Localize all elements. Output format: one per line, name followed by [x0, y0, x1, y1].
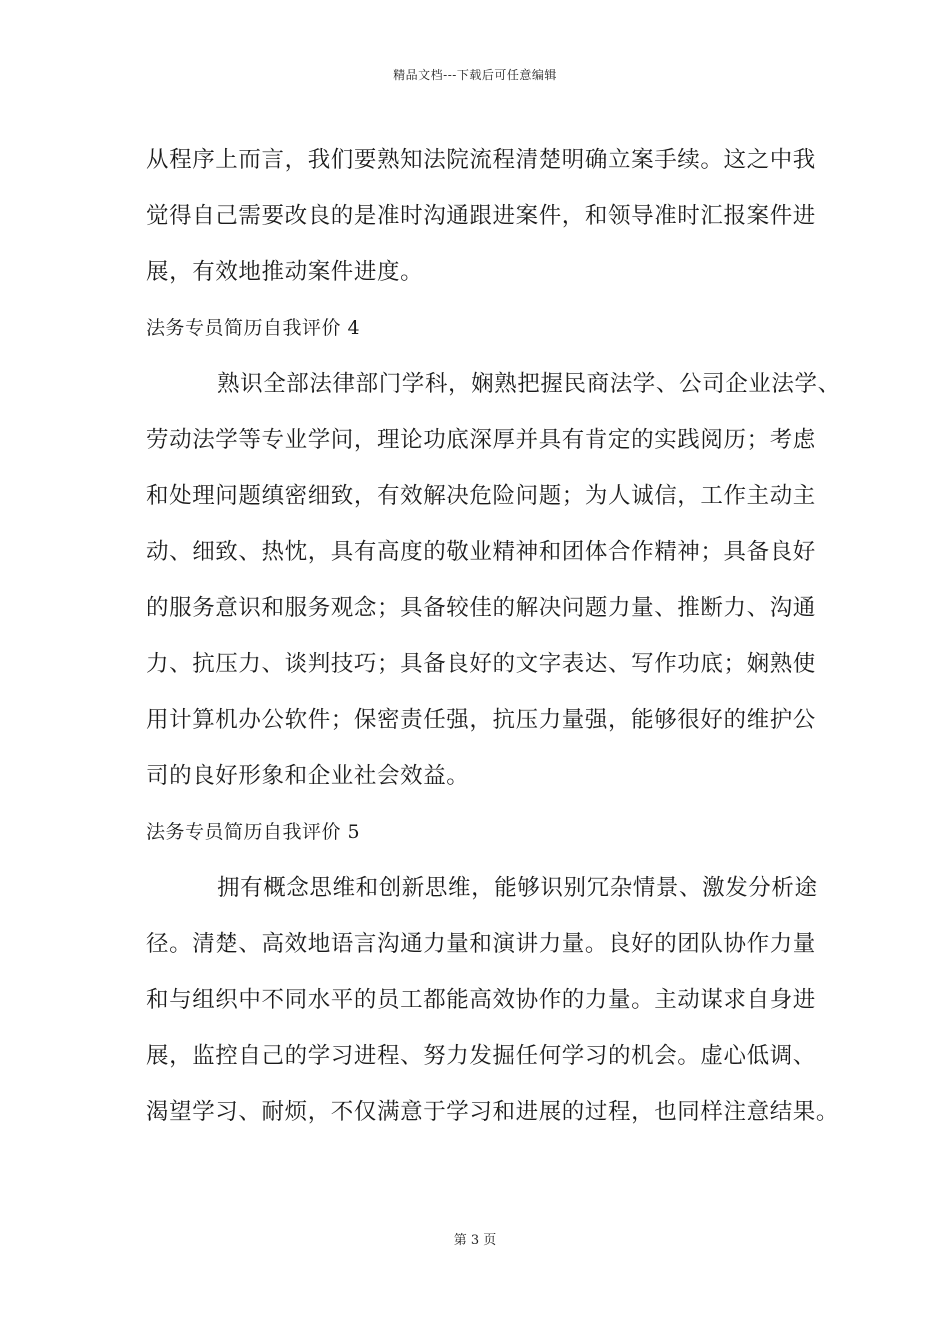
- paragraph-line: 展，有效地推动案件进度。: [146, 259, 424, 285]
- section-4-paragraph: [146, 356, 841, 804]
- paragraph-line: 拥有概念思维和创新思维，能够识别冗杂情景、激发分析途: [217, 875, 818, 901]
- section-heading-4: 法务专员简历自我评价 4: [146, 317, 361, 339]
- paragraph-line: 和处理问题缜密细致，有效解决危险问题；为人诚信，工作主动主: [146, 483, 816, 509]
- paragraph-line: 从程序上而言，我们要熟知法院流程清楚明确立案手续。这之中我: [146, 147, 816, 173]
- paragraph-line: 展，监控自己的学习进程、努力发掘任何学习的机会。虚心低调、: [146, 1043, 816, 1069]
- paragraph-line: 劳动法学等专业学问，理论功底深厚并具有肯定的实践阅历；考虑: [146, 427, 816, 453]
- paragraph-line: 觉得自己需要改良的是准时沟通跟进案件，和领导准时汇报案件进: [146, 203, 816, 229]
- intro-paragraph: [146, 132, 836, 300]
- paragraph-line: 司的良好形象和企业社会效益。: [146, 763, 470, 789]
- paragraph-line: 用计算机办公软件；保密责任强，抗压力量强，能够很好的维护公: [146, 707, 816, 733]
- paragraph-line: 熟识全部法律部门学科，娴熟把握民商法学、公司企业法学、: [217, 371, 841, 397]
- paragraph-line: 力、抗压力、谈判技巧；具备良好的文字表达、写作功底；娴熟使: [146, 651, 816, 677]
- section-heading-5: 法务专员简历自我评价 5: [146, 821, 361, 843]
- paragraph-line: 径。清楚、高效地语言沟通力量和演讲力量。良好的团队协作力量: [146, 931, 816, 957]
- document-body: [146, 132, 841, 1140]
- paragraph-line: 和与组织中不同水平的员工都能高效协作的力量。主动谋求自身进: [146, 987, 816, 1013]
- section-5-paragraph: [146, 860, 840, 1140]
- paragraph-line: 渴望学习、耐烦，不仅满意于学习和进展的过程，也同样注意结果。: [146, 1099, 840, 1125]
- paragraph-line: 的服务意识和服务观念；具备较佳的解决问题力量、推断力、沟通: [146, 595, 816, 621]
- page-number: 第 3 页: [453, 1233, 497, 1248]
- paragraph-line: 动、细致、热忱，具有高度的敬业精神和团体合作精神；具备良好: [146, 539, 816, 565]
- page-header: 精品文档---下载后可任意编辑: [393, 68, 557, 82]
